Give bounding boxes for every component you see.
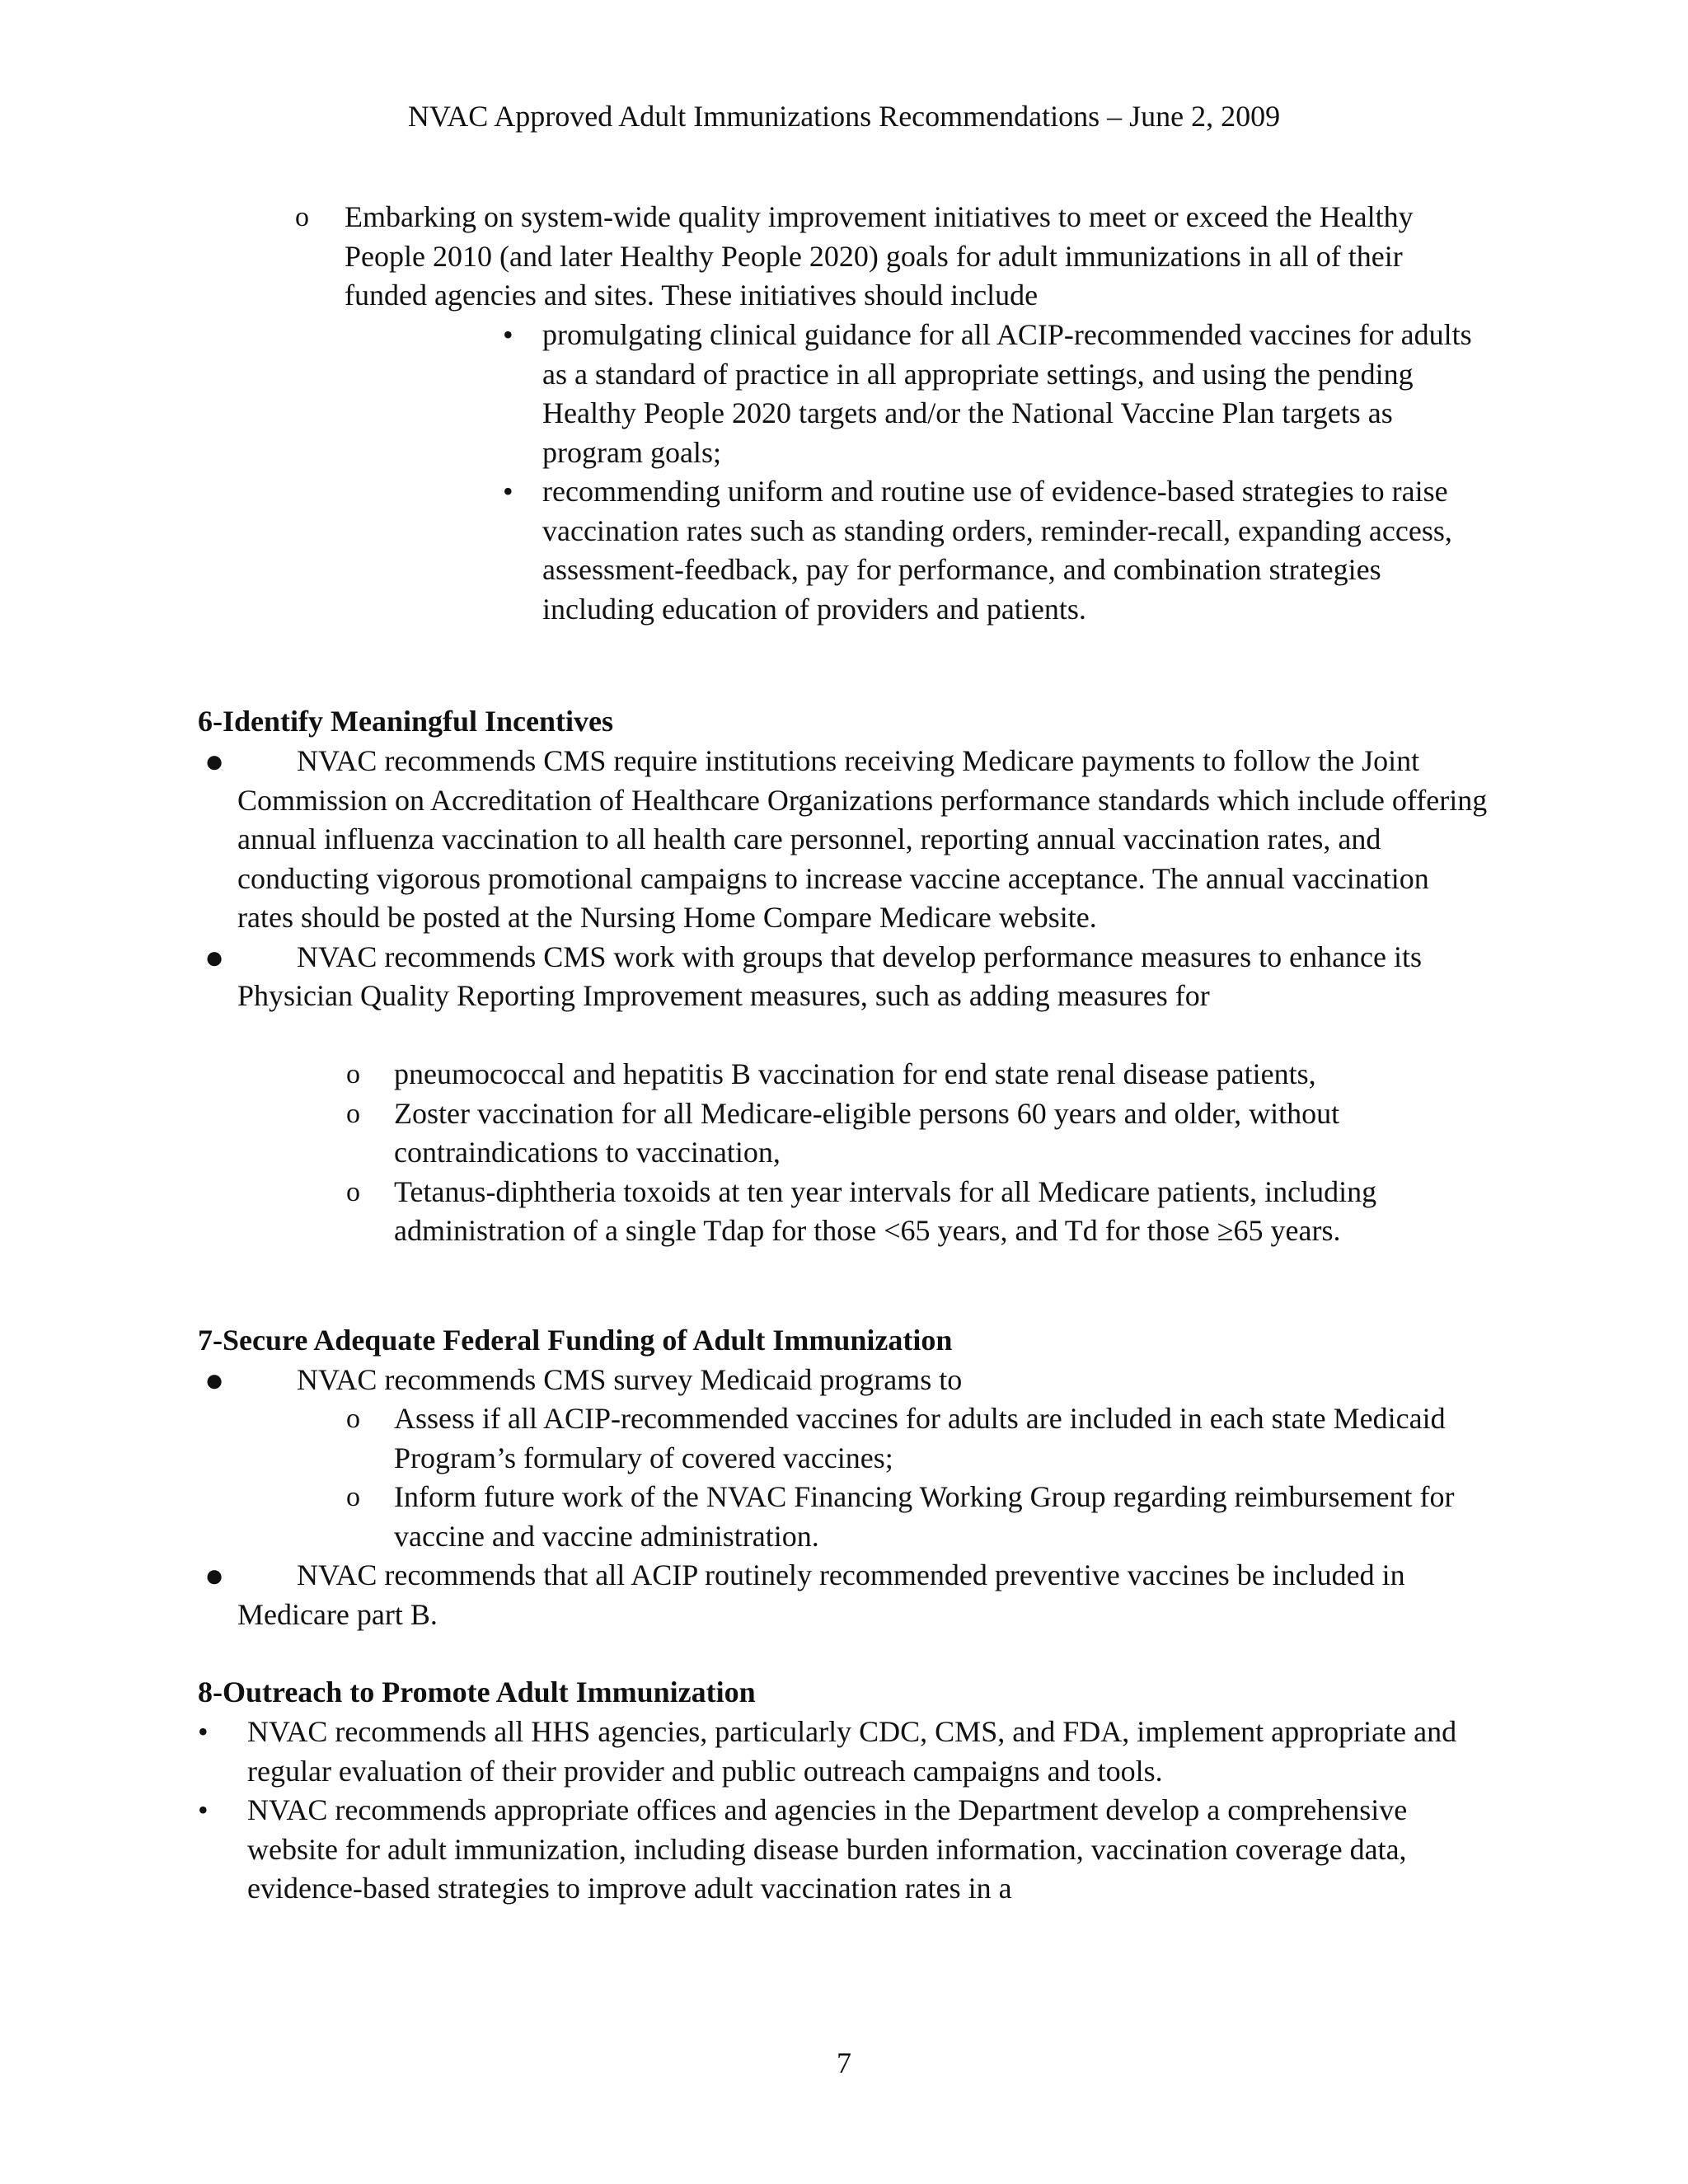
list-item-text: NVAC recommends CMS survey Medicaid programs to (297, 1363, 963, 1396)
list-item-pneumococcal (346, 1055, 1482, 1094)
list-item-medicare-part-b (204, 1556, 1490, 1634)
list-item-text: NVAC recommends all HHS agencies, particularly CDC, CMS, and FDA, implement appropriate and regular evaluation of their provider and public outreach campaigns and tools. (247, 1715, 1457, 1788)
circle-bullet-icon: o (346, 1098, 360, 1129)
filled-dot-icon: ● (204, 938, 225, 976)
section-7-list-bottom (204, 1556, 1490, 1634)
section-heading-7: 7-Secure Adequate Federal Funding of Adult Immunization (198, 1324, 953, 1357)
bullet-icon: • (198, 1715, 209, 1748)
list-item-zoster (346, 1094, 1482, 1173)
list-item-text: promulgating clinical guidance for all ACIP-recommended vaccines for adults as a standard of practice in all appropriate settings, and using the pending Healthy People 2020 targets and/or the National Vaccine Plan targets as program goals; (542, 318, 1472, 469)
bullet-icon: • (503, 475, 513, 508)
page-number: 7 (837, 2046, 851, 2079)
list-item-cms-institutions (204, 742, 1490, 938)
circle-bullet-icon: o (346, 1176, 360, 1207)
list-item-promulgating (503, 316, 1498, 472)
section-heading-6: 6-Identify Meaningful Incentives (198, 705, 613, 738)
list-item-text: recommending uniform and routine use of evidence-based strategies to raise vaccination rates such as standing orders, reminder-recall, expanding access, assessment-feedback, pay for performance, and combination strategies including education of providers and patients. (542, 475, 1452, 626)
section-7-sublist (346, 1399, 1482, 1556)
list-item-text: pneumococcal and hepatitis B vaccination for end state renal disease patients, (394, 1057, 1316, 1090)
filled-dot-icon: ● (204, 1361, 225, 1399)
list-item-text: NVAC recommends that all ACIP routinely recommended preventive vaccines be included in Medicare part B. (237, 1558, 1405, 1631)
list-item-assess (346, 1399, 1482, 1478)
continuation-list (295, 198, 1498, 626)
list-item-medicaid-survey (204, 1361, 1490, 1400)
list-item-website (198, 1791, 1492, 1909)
list-item-text: Assess if all ACIP-recommended vaccines for adults are included in each state Medicaid Program’s formulary of covered vaccines; (394, 1402, 1446, 1474)
list-item-inform (346, 1478, 1482, 1556)
circle-bullet-icon: o (295, 202, 309, 232)
list-item-text: Embarking on system-wide quality improvement initiatives to meet or exceed the Healthy People 2010 (and later Healthy People 2020) goals for adult immunizations in all of their funded agencies and sites. These initiatives should include (345, 200, 1414, 312)
section-7-list-top (204, 1361, 1490, 1400)
filled-dot-icon: ● (204, 1557, 225, 1594)
list-item-hhs-evaluation (198, 1713, 1492, 1791)
list-item-text: Inform future work of the NVAC Financing Working Group regarding reimbursement for vaccine and vaccine administration. (394, 1480, 1455, 1553)
circle-bullet-icon: o (346, 1404, 360, 1434)
section-6-sublist (346, 1055, 1482, 1251)
list-item-text: NVAC recommends appropriate offices and agencies in the Department develop a comprehensive website for adult immunization, including disease burden information, vaccination coverage data, evidence-based strategies to improve adult vaccination rates in a (247, 1793, 1408, 1905)
continuation-sublist (503, 316, 1498, 629)
list-item-embarking (295, 198, 1498, 316)
circle-bullet-icon: o (346, 1482, 360, 1512)
list-item-tetanus (346, 1173, 1482, 1251)
list-item-recommending (503, 472, 1498, 629)
section-6-list (204, 742, 1490, 1016)
list-item-text: NVAC recommends CMS require institutions receiving Medicare payments to follow the Joint Commission on Accreditation of Healthcare Organizations performance standards which include offering annual influenza vaccination to all health care personnel, reporting annual vaccination rates, and conducting vigorous promotional campaigns to increase vaccine acceptance. The annual vaccination rates should be posted at the Nursing Home Compare Medicare website. (237, 744, 1488, 934)
list-item-text: Tetanus-diphtheria toxoids at ten year intervals for all Medicare patients, including administration of a single Tdap for those <65 years, and Td for those ≥65 years. (394, 1174, 1377, 1247)
circle-bullet-icon: o (346, 1059, 360, 1090)
section-heading-8: 8-Outreach to Promote Adult Immunization (198, 1675, 756, 1708)
list-item-text: NVAC recommends CMS work with groups that develop performance measures to enhance its Physician Quality Reporting Improvement measures, such as adding measures for (237, 940, 1423, 1012)
bullet-icon: • (503, 318, 513, 351)
list-item-text: Zoster vaccination for all Medicare-eligible persons 60 years and older, without contraindications to vaccination, (394, 1096, 1340, 1169)
list-item-cms-performance (204, 938, 1490, 1016)
section-8-list (198, 1713, 1492, 1909)
page-header: NVAC Approved Adult Immunizations Recommendations – June 2, 2009 (407, 100, 1281, 133)
bullet-icon: • (198, 1793, 209, 1826)
filled-dot-icon: ● (204, 743, 225, 780)
